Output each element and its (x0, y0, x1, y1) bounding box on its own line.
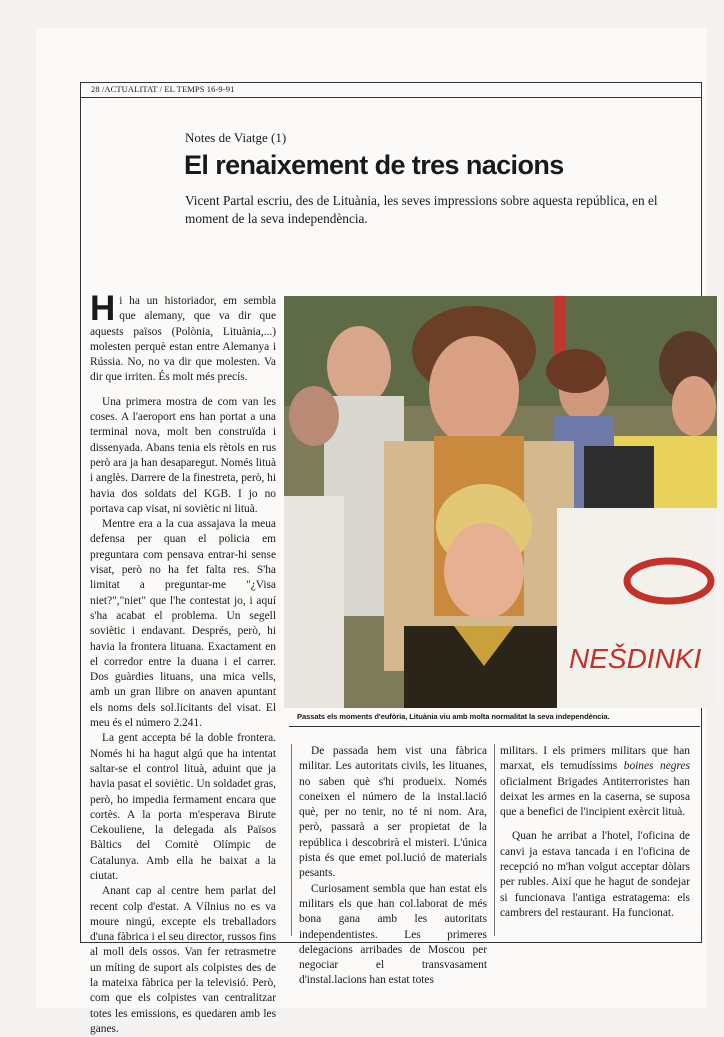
paragraph-1: Hi ha un historiador, em sembla que alemany, que va dir que aquests països (Polònia, Lituània,...) molesten perquè estan entre Alemanya i Rússia. No, no va dir que molesten. Va dir que irriten. És molt més precís. (90, 289, 276, 384)
paragraph-8: militars. I els primers militars que han marxat, els temudíssims boines negres oficialment Brigades Antiterroristes han deixat les armes en la caserna, se suposa que a benefici de l'incipient exèrcit lituà. (500, 745, 690, 819)
paragraph-5: Anant cap al centre hem parlat del recent colp d'estat. A Vílnius no es va moure ningú, excepte els treballadors d'una fàbrica i el seu director, russos fins al moll dels ossos. Van fer retrasmetre un míting de suport als colpistes des de la mateixa fàbrica per la televisió. Però, com que els colpistes van centralitzar totes les emissions, es quedaren amb les ganes. (90, 885, 276, 1035)
paragraph-6: De passada hem vist una fàbrica militar. Les autoritats civils, les lituanes, no saben què s'hi produeix. Només coneixen el número de la instal.lació què, per no tenir, no té ni nom. Ara, però, passarà a ser propietat de la república i descobrirà el misteri. L'única pista és que emet pol.lució de materials pesants. (299, 745, 487, 880)
column-rule-1 (291, 744, 292, 936)
series-label: Notes de Viatge (1) (185, 130, 287, 145)
paragraph-9: Quan he arribat a l'hotel, l'oficina de canvi ja estava tancada i en l'oficina de recepció no m'han volgut acceptar dòlars per rubles. Així que he hagut de sondejar si funcionava l'antiga estratagema: els cambrers del restaurant. Ha funcionat. (500, 830, 690, 919)
paragraph-2: Una primera mostra de com van les coses. A l'aeroport ens han portat a una terminal nova, molt ben construïda i dissenyada. Abans tenia els rètols en rus però ara ja han desaparegut. Només lituà i anglès. Darrere de la finestreta, però, hi havia dos soldats del KGB. I jo no portava cap visat, ni soviètic ni lituà. (90, 395, 276, 515)
column-3 (500, 744, 690, 921)
crowd-photo (284, 296, 717, 708)
running-head: 28 /ACTUALITAT / EL TEMPS 16-9-91 (91, 84, 235, 94)
header-rule-bottom (80, 97, 701, 98)
article-title: El renaixement de tres nacions (184, 150, 564, 180)
column-1 (90, 289, 276, 1037)
caption-rule (289, 726, 700, 727)
article-dek: Vicent Partal escriu, des de Lituània, les seves impressions sobre aquesta república, en el moment de la seva independència. (185, 193, 658, 226)
column-rule-2 (494, 744, 495, 936)
paragraph-4: La gent accepta bé la doble frontera. Només hi ha hagut algú que ha intentat saltar-se el control lituà, aduint que ja havia pasat el soviètic. Un soldadet gras, però, ho impedia fermament encara que cortès. A la porta m'esperava Birute Cekouliene, la delegada als Països Bàltics del Comitè Olímpic de Catalunya. Amb ella he baixat a la ciutat. (90, 732, 276, 882)
crowd-photo-image (284, 296, 717, 708)
drop-cap: H (90, 289, 116, 328)
sign-text: NEŠDINKI (569, 643, 702, 674)
photo-caption: Passats els moments d'eufòria, Lituània viu amb molta normalitat la seva independència. (297, 712, 610, 721)
paragraph-3: Mentre era a la cua assajava la meua defensa per quan el policia em preguntara com pensava entrar-hi sense visat, però no ha fet falta res. S'ha limitat a preguntar-me "¿Visa niet?","niet" que l'he contestat jo, i aquí s'ha acabat el problema. Un segell soviètic i endavant. Després, però, hi havia la frontera lituana. Exactament en el corredor entre la duana i el carrer. Dos guàrdies lituans, una mica vells, amb un gran llibre on anaven apuntant els noms dels sol.licitants del visat. El meu és el número 2.241. (90, 518, 276, 730)
header-rule-top (80, 82, 701, 83)
paragraph-7: Curiosament sembla que han estat els militars els que han col.laborat de més bona gana amb les autoritats independentistes. Les primeres delegacions arribades de Moscou per negociar el transvasament d'instal.lacions han estat totes (299, 882, 487, 987)
column-2 (299, 744, 487, 989)
